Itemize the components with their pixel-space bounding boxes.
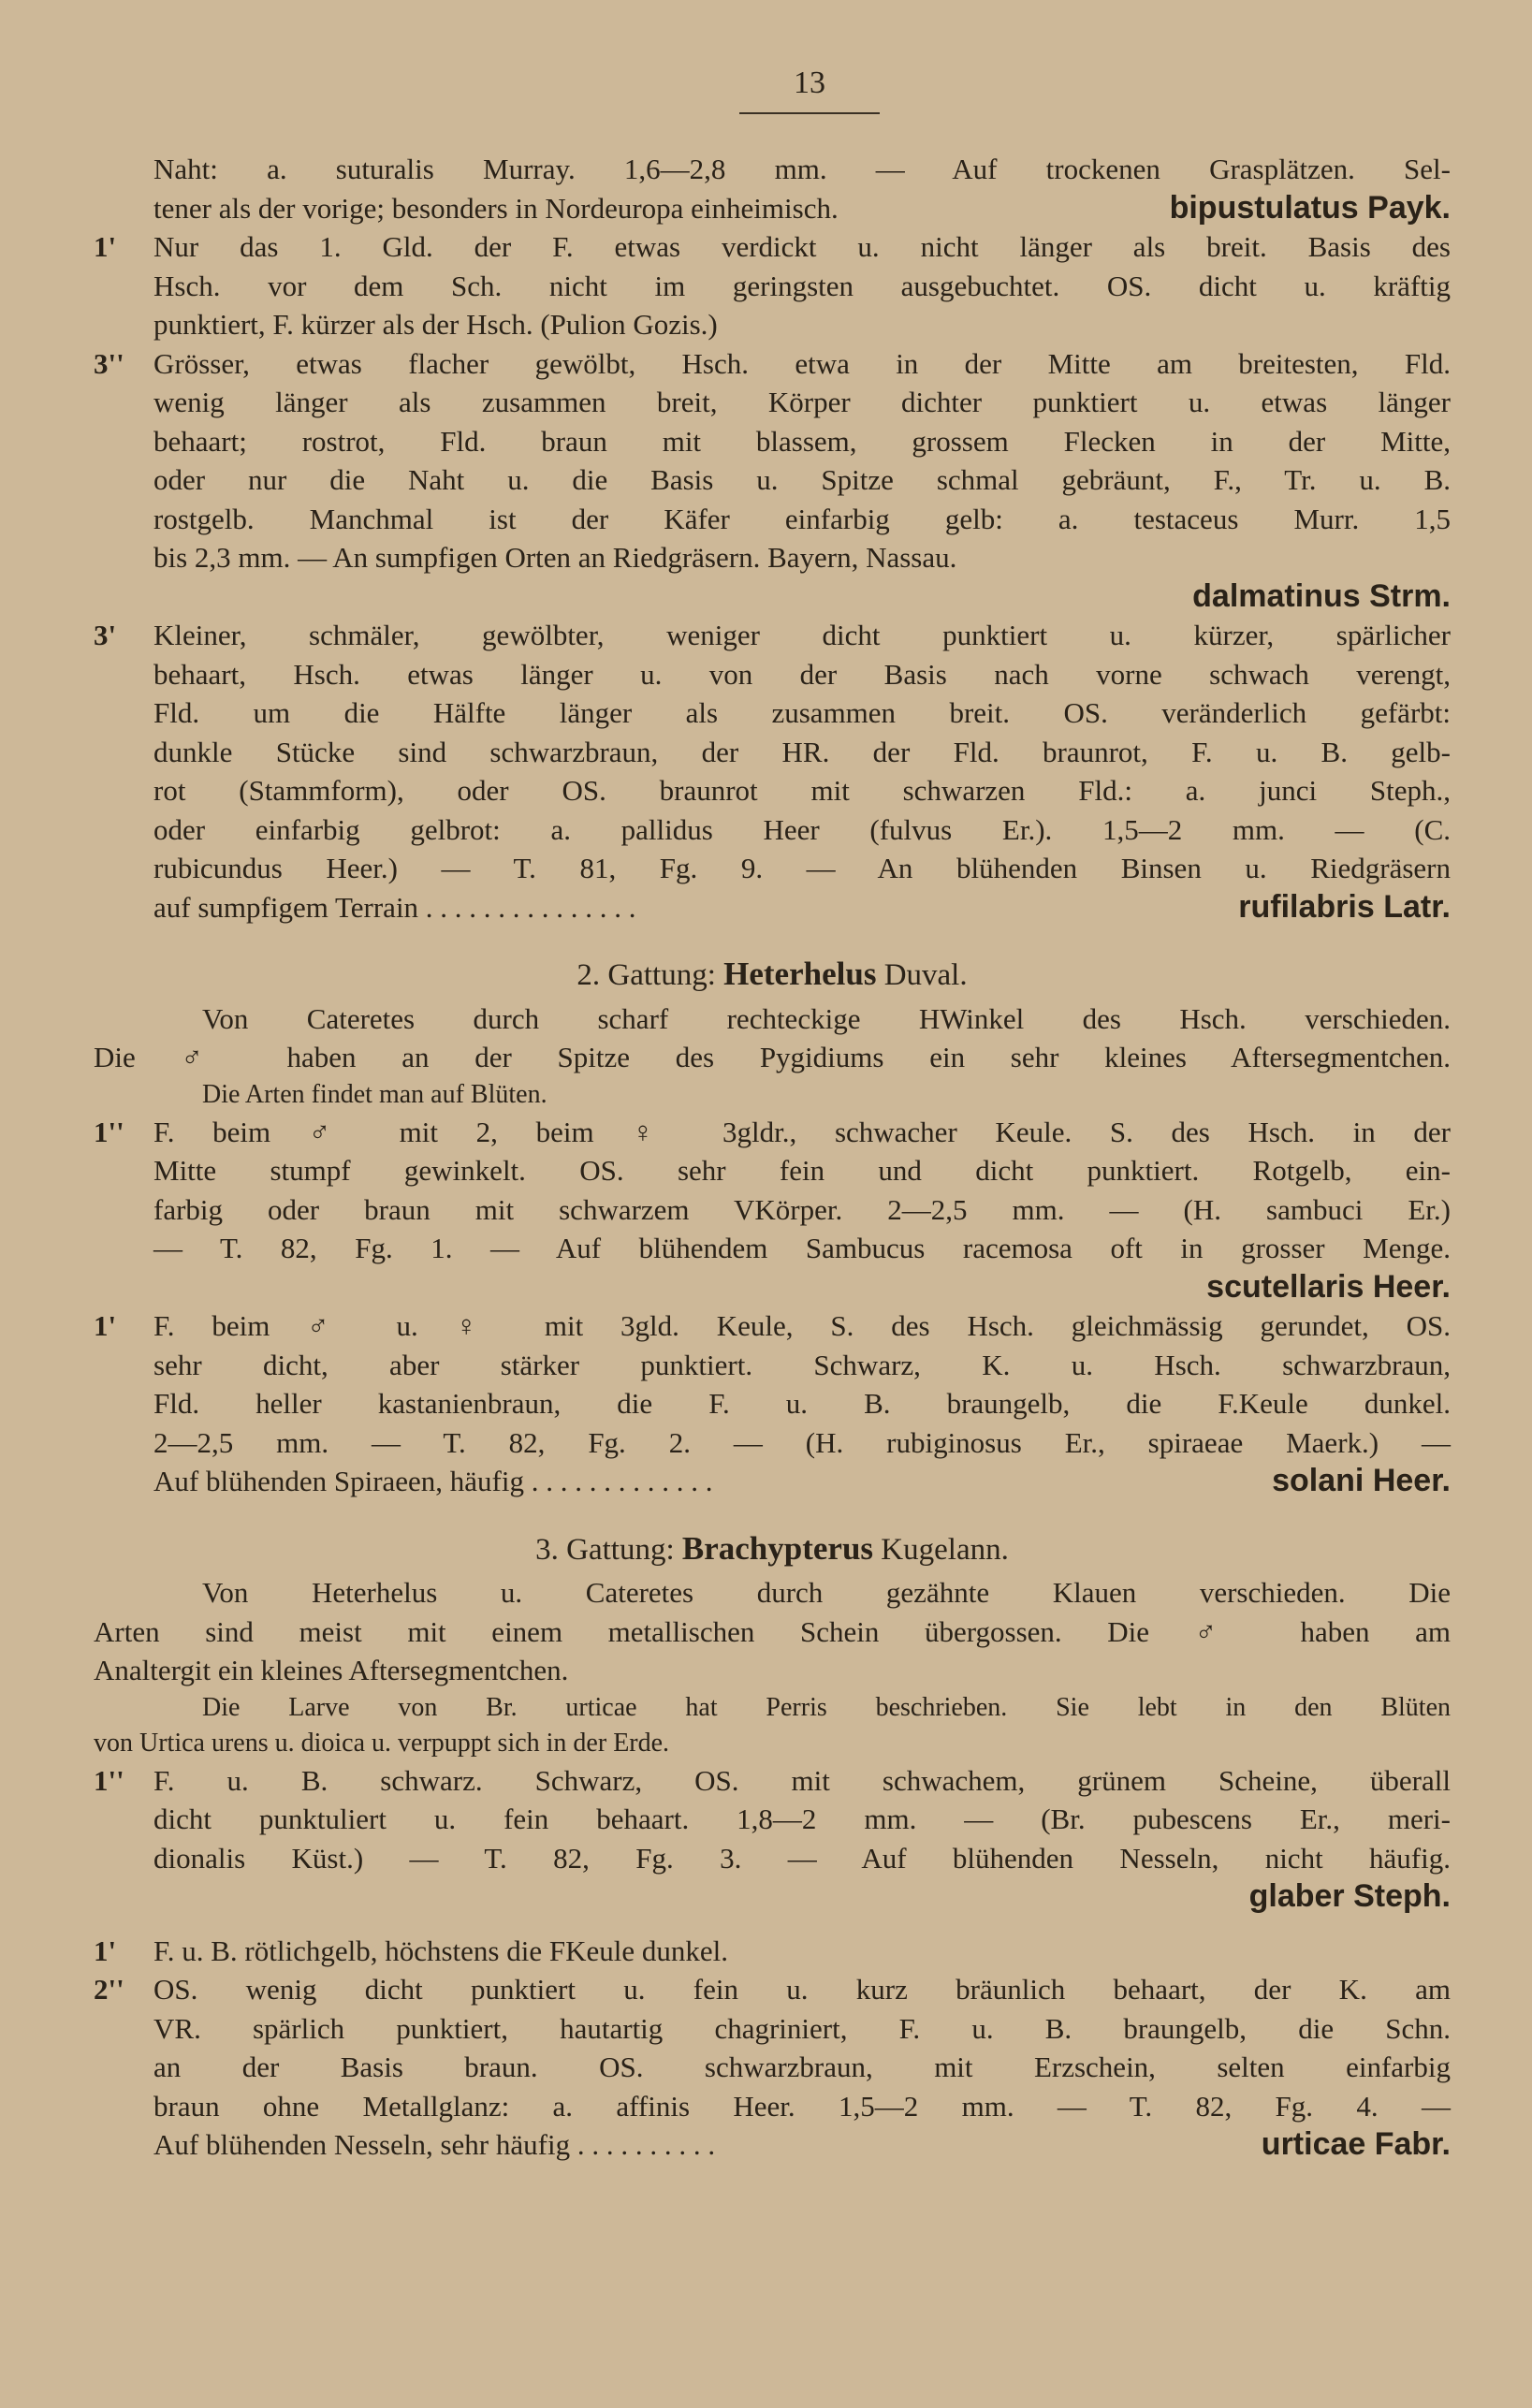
species-name: scutellaris Heer. [1206, 1268, 1451, 1305]
text-line: VR. spärlich punktiert, hautartig chagriniert, F. u. B. braungelb, die Schn. [153, 2011, 1451, 2045]
page-number: 13 [794, 66, 825, 100]
text-line [153, 2125, 1451, 2165]
text-line: oder einfarbig gelbrot: a. pallidus Heer (fulvus Er.). 1,5—2 mm. — (C. [153, 812, 1451, 846]
text-line: OS. wenig dicht punktiert u. fein u. kurz bräunlich behaart, der K. am [153, 1973, 1451, 2006]
text-line: oder nur die Naht u. die Basis u. Spitze schmal gebräunt, F., Tr. u. B. [153, 463, 1451, 496]
text-line: F. beim ♂ mit 2, beim ♀ 3gldr., schwacher Keule. S. des Hsch. in der [153, 1115, 1451, 1148]
text-line: dunkle Stücke sind schwarzbraun, der HR. der Fld. braunrot, F. u. B. gelb- [153, 735, 1451, 768]
text-line: sehr dicht, aber stärker punktiert. Schwarz, K. u. Hsch. schwarzbraun, [153, 1348, 1451, 1381]
text-line-content: tener als der vorige; besonders in Nordeuropa einheimisch. [153, 191, 839, 225]
key-marker: 1' [94, 230, 117, 263]
text-line: von Urtica urens u. dioica u. verpuppt sich in der Erde. [94, 1728, 670, 1758]
text-line: 2—2,5 mm. — T. 82, Fg. 2. — (H. rubiginosus Er., spiraeae Maerk.) — [153, 1425, 1451, 1459]
text-line: Die Arten findet man auf Blüten. [202, 1079, 547, 1109]
text-line [153, 1268, 1451, 1307]
text-line: farbig oder braun mit schwarzem VKörper. 2—2,5 mm. — (H. sambuci Er.) [153, 1192, 1451, 1226]
genus-heading-prefix: 3. Gattung: [535, 1532, 675, 1567]
key-marker: 1' [94, 1934, 117, 1967]
genus-intro [94, 1000, 1451, 1113]
text-line: Mitte stumpf gewinkelt. OS. sehr fein und dicht punktiert. Rotgelb, ein- [153, 1154, 1451, 1187]
genus-intro [94, 1573, 1451, 1761]
text-line: Fld. um die Hälfte länger als zusammen breit. OS. veränderlich gefärbt: [153, 696, 1451, 729]
text-line: Analtergit ein kleines Aftersegmentchen. [94, 1654, 569, 1686]
key-marker: 2'' [94, 1973, 124, 2006]
key-marker: 1' [94, 1309, 117, 1342]
text-line: behaart, Hsch. etwas länger u. von der Basis nach vorne schwach verengt, [153, 657, 1451, 691]
key-marker: 3'' [94, 346, 124, 380]
text-line: rostgelb. Manchmal ist der Käfer einfarbig gelb: a. testaceus Murr. 1,5 [153, 502, 1451, 535]
spacer [94, 1917, 1451, 1932]
text-line [153, 577, 1451, 617]
text-line: Kleiner, schmäler, gewölbter, weniger dicht punktiert u. kürzer, spärlicher [153, 619, 1451, 651]
key-entry [94, 1306, 1451, 1501]
text-line: Naht: a. suturalis Murray. 1,6—2,8 mm. — Auf trockenen Grasplätzen. Sel- [153, 153, 1451, 185]
text-line: Arten sind meist mit einem metallischen Schein übergossen. Die ♂ haben am [94, 1614, 1451, 1648]
genus-heading [94, 1529, 1451, 1570]
key-entry [94, 1113, 1451, 1307]
key-entry [94, 227, 1451, 344]
text-line-content: auf sumpfigem Terrain . . . . . . . . . . . . . . . [153, 890, 636, 924]
key-entry [94, 1761, 1451, 1917]
text-line: F. u. B. rötlichgelb, höchstens die FKeule dunkel. [153, 1934, 728, 1967]
genus-author: Kugelann. [881, 1532, 1009, 1567]
text-line: rubicundus Heer.) — T. 81, Fg. 9. — An blühenden Binsen u. Riedgräsern [153, 852, 1451, 884]
text-line-content: Auf blühenden Spiraeen, häufig . . . . . . . . . . . . . [153, 1465, 713, 1497]
species-name: solani Heer. [1272, 1463, 1451, 1498]
key-entry [94, 150, 1451, 227]
text-line: dionalis Küst.) — T. 82, Fg. 3. — Auf blühenden Nesseln, nicht häufig. [153, 1841, 1451, 1875]
key-entry [94, 344, 1451, 617]
page-number-rule [739, 112, 880, 114]
species-name: rufilabris Latr. [1238, 888, 1451, 925]
text-line: Fld. heller kastanienbraun, die F. u. B. braungelb, die F.Keule dunkel. [153, 1387, 1451, 1420]
text-line: punktiert, F. kürzer als der Hsch. (Pulion Gozis.) [153, 308, 718, 341]
species-name: glaber Steph. [1248, 1878, 1451, 1914]
text-line: Nur das 1. Gld. der F. etwas verdickt u. nicht länger als breit. Basis des [153, 230, 1451, 263]
species-name: bipustulatus Payk. [1169, 189, 1451, 226]
text-line: an der Basis braun. OS. schwarzbraun, mit Erzschein, selten einfarbig [153, 2050, 1451, 2083]
text-line: F. u. B. schwarz. Schwarz, OS. mit schwachem, grünem Scheine, überall [153, 1763, 1451, 1797]
text-line [153, 888, 1451, 927]
genus-author: Duval. [883, 958, 968, 992]
text-line: — T. 82, Fg. 1. — Auf blühendem Sambucus racemosa oft in grosser Menge. [153, 1232, 1451, 1264]
text-line [153, 1877, 1451, 1917]
text-line: wenig länger als zusammen breit, Körper dichter punktiert u. etwas länger [153, 386, 1451, 418]
genus-name: Heterhelus [723, 956, 877, 992]
key-entry [94, 616, 1451, 927]
key-marker: 1'' [94, 1763, 124, 1797]
text-line: behaart; rostrot, Fld. braun mit blassem, grossem Flecken in der Mitte, [153, 424, 1451, 458]
text-line: bis 2,3 mm. — An sumpfigen Orten an Riedgräsern. Bayern, Nassau. [153, 541, 957, 574]
key-entry [94, 1932, 1451, 1971]
species-name: urticae Fabr. [1261, 2126, 1451, 2162]
genus-name: Brachypterus [681, 1529, 874, 1567]
text-line: dicht punktuliert u. fein behaart. 1,8—2 mm. — (Br. pubescens Er., meri- [153, 1802, 1451, 1835]
text-line: rot (Stammform), oder OS. braunrot mit schwarzen Fld.: a. junci Steph., [153, 774, 1451, 807]
text-line: Von Cateretes durch scharf rechteckige HWinkel des Hsch. verschieden. [202, 1001, 1451, 1035]
key-marker: 3' [94, 619, 117, 651]
text-line: braun ohne Metallglanz: a. affinis Heer. 1,5—2 mm. — T. 82, Fg. 4. — [153, 2089, 1451, 2123]
text-line [153, 1462, 1451, 1501]
text-line: Die ♂ haben an der Spitze des Pygidiums ein sehr kleines Aftersegmentchen. [94, 1041, 1451, 1073]
text-line: Die Larve von Br. urticae hat Perris beschrieben. Sie lebt in den Blüten [202, 1692, 1451, 1722]
text-line: F. beim ♂ u. ♀ mit 3gld. Keule, S. des Hsch. gleichmässig gerundet, OS. [153, 1309, 1451, 1342]
page-content [94, 150, 1451, 2165]
text-line: Von Heterhelus u. Cateretes durch gezähnte Klauen verschieden. Die [202, 1576, 1451, 1609]
text-line: Hsch. vor dem Sch. nicht im geringsten ausgebuchtet. OS. dicht u. kräftig [153, 269, 1451, 302]
text-line: Grösser, etwas flacher gewölbt, Hsch. etwa in der Mitte am breitesten, Fld. [153, 346, 1451, 380]
text-line [153, 189, 1451, 228]
key-entry [94, 1970, 1451, 2165]
key-marker: 1'' [94, 1115, 124, 1148]
genus-heading [94, 955, 1451, 996]
species-name: dalmatinus Strm. [1192, 577, 1451, 614]
text-line-content: Auf blühenden Nesseln, sehr häufig . . . . . . . . . . [153, 2128, 716, 2161]
genus-heading-prefix: 2. Gattung: [576, 958, 716, 992]
